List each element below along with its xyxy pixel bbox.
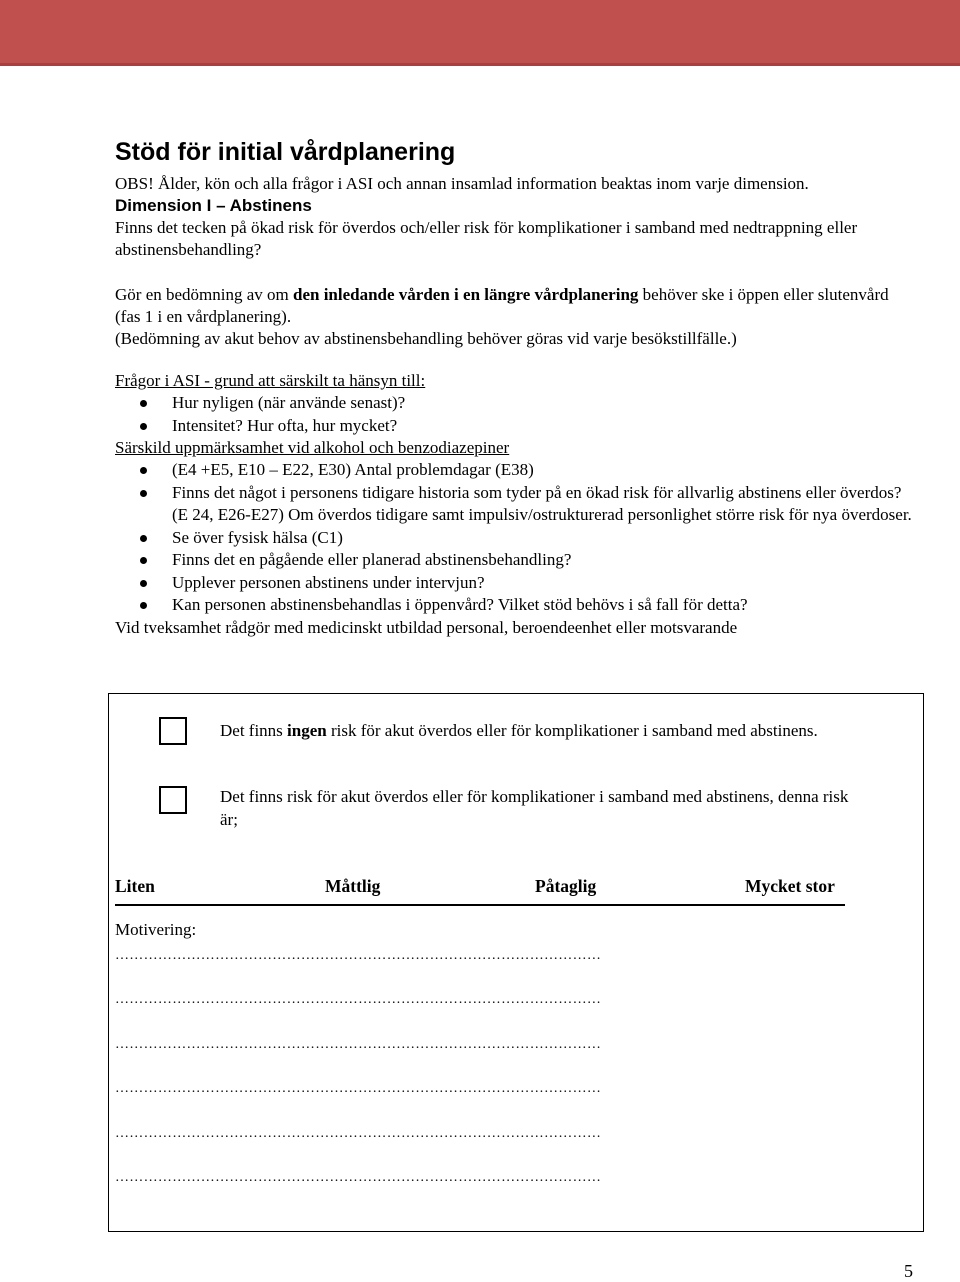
risk-label: Det finns risk för akut överdos eller för komplikationer i samband med abstinens, denna risk är; [220, 787, 849, 829]
scale-significant[interactable]: Påtaglig [535, 876, 597, 896]
assessment-prefix: Gör en bedömning av om [115, 285, 293, 304]
option1-prefix: Det finns [220, 721, 288, 740]
dimension-heading: Dimension I – Abstinens [115, 196, 312, 215]
scale-low[interactable]: Liten [115, 876, 155, 896]
assessment-bold: den inledande vården i en längre vårdplanering [293, 285, 639, 304]
motivation-label: Motivering: [115, 920, 197, 939]
dimension-question: Finns det tecken på ökad risk för överdos och/eller risk för komplikationer i samband med nedtrappning eller abstinensbehandling? [115, 218, 858, 259]
option1-suffix: risk för akut överdos eller för komplikationer i samband med abstinens. [326, 721, 818, 740]
list-item: Kan personen abstinensbehandlas i öppenvård? Vilket stöd behövs i så fall för detta? [172, 594, 915, 617]
risk-scale [115, 876, 845, 906]
no-risk-label [220, 720, 860, 743]
attention-list [115, 459, 915, 617]
page-title: Stöd för initial vårdplanering [115, 138, 456, 166]
motivation-line[interactable]: ………………………………………………………………………………………… [115, 1126, 602, 1141]
list-item: Se över fysisk hälsa (C1) [172, 527, 915, 550]
option1-bold: ingen [287, 721, 327, 740]
motivation-line[interactable]: ………………………………………………………………………………………… [115, 992, 602, 1007]
risk-checkbox[interactable] [159, 786, 187, 814]
list-item: (E4 +E5, E10 – E22, E30) Antal problemdagar (E38) [172, 459, 915, 482]
assessment-suffix: behöver ske i öppen eller slutenvård (fas 1 i en vårdplanering). [115, 285, 889, 326]
assessment-instruction [115, 284, 915, 328]
consult-note: Vid tveksamhet rådgör med medicinskt utbildad personal, beroendeenhet eller motsvarande [115, 617, 738, 637]
list-item: Finns det en pågående eller planerad abstinensbehandling? [172, 549, 915, 572]
motivation-line[interactable]: ………………………………………………………………………………………… [115, 1037, 602, 1052]
list-item: Hur nyligen (när använde senast)? [172, 392, 915, 415]
asi-heading: Frågor i ASI - grund att särskilt ta hänsyn till: [115, 371, 426, 390]
motivation-line[interactable]: ………………………………………………………………………………………… [115, 1081, 602, 1096]
motivation-line[interactable]: ………………………………………………………………………………………… [115, 948, 602, 963]
assessment-note: (Bedömning av akut behov av abstinensbehandling behöver göras vid varje besökstillfälle.) [115, 329, 737, 348]
list-item: Upplever personen abstinens under intervjun? [172, 572, 915, 595]
header-band [0, 0, 960, 66]
scale-very-high[interactable]: Mycket stor [745, 876, 835, 896]
motivation-line[interactable]: ………………………………………………………………………………………… [115, 1170, 602, 1185]
list-item: Intensitet? Hur ofta, hur mycket? [172, 415, 915, 438]
document-body [115, 136, 915, 639]
attention-heading: Särskild uppmärksamhet vid alkohol och benzodiazepiner [115, 438, 510, 457]
asi-list [115, 392, 915, 437]
no-risk-checkbox[interactable] [159, 717, 187, 745]
assessment-form [108, 693, 924, 1232]
scale-moderate[interactable]: Måttlig [325, 876, 381, 896]
page-number: 5 [904, 1261, 913, 1281]
list-item: Finns det något i personens tidigare historia som tyder på en ökad risk för allvarlig abstinens eller överdos? (E 24, E26-E27) Om överdos tidigare samt impulsiv/ostrukturerad personlighet större risk för nya överdoser. [172, 482, 915, 527]
obs-note: OBS! Ålder, kön och alla frågor i ASI och annan insamlad information beaktas inom varje dimension. [115, 174, 809, 193]
